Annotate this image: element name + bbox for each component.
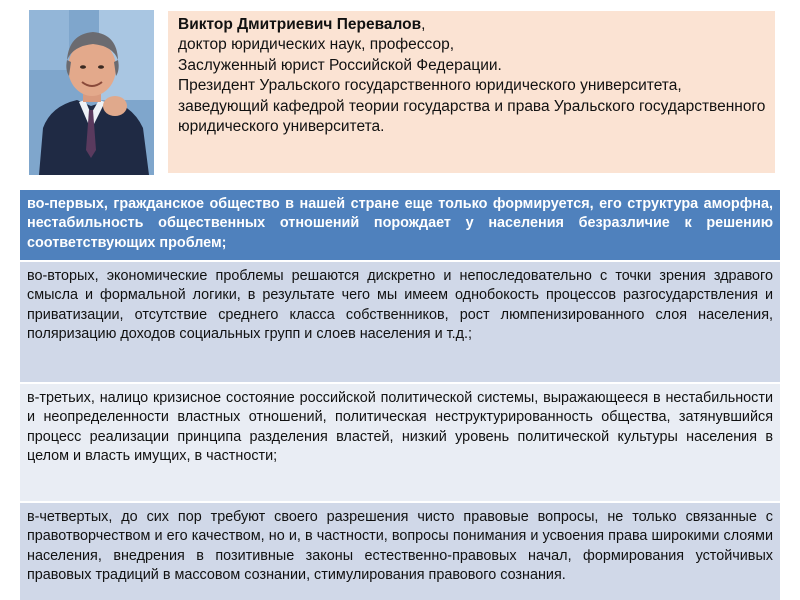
name-suffix: ,	[421, 16, 426, 33]
bio-box	[168, 11, 775, 173]
bio-degree: доктор юридических наук, профессор,	[178, 36, 455, 54]
bio-position: Президент Уральского государственного юридического университета, заведующий кафедрой теории государства и права Уральского государственного юридического университета.	[178, 77, 766, 136]
points-table	[20, 190, 780, 600]
person-name: Виктор Дмитриевич Перевалов	[178, 16, 422, 33]
bio-title: Заслуженный юрист Российской Федерации.	[178, 56, 502, 74]
bio-name-line	[178, 15, 767, 35]
point-second: во-вторых, экономические проблемы решаются дискретно и непоследовательно с точки зрения здравого смысла и формальной логики, в результате чего мы имеем однобокость процессов разгосударствления и приватизации, отсутствие среднего класса собственников, рост люмпенизированного слоя населения, поляризацию доходов социальных групп и слоев населения и т.д.;	[20, 262, 780, 384]
point-third: в-третьих, налицо кризисное состояние российской политической системы, выражающееся в нестабильности и неопределенности властных отношений, политическая неструктурированность общества, затянувшийся процесс реализации принципа разделения властей, низкий уровень политической культуры населения в целом и власть имущих, в частности;	[20, 384, 780, 503]
portrait-photo	[29, 10, 154, 175]
point-fourth: в-четвертых, до сих пор требуют своего разрешения чисто правовые вопросы, не только связанные с правотворчеством и его качеством, но и, в частности, вопросы понимания и усвоения права широкими слоями населения, внедрения в позитивные законы естественно-правовых начал, формирования устойчивых правовых традиций в массовом сознании, стимулирования правового сознания.	[20, 503, 780, 600]
point-first: во-первых, гражданское общество в нашей стране еще только формируется, его структура аморфна, нестабильность общественных отношений порождает у населения безразличие к решению соответствующих проблем;	[20, 190, 780, 262]
